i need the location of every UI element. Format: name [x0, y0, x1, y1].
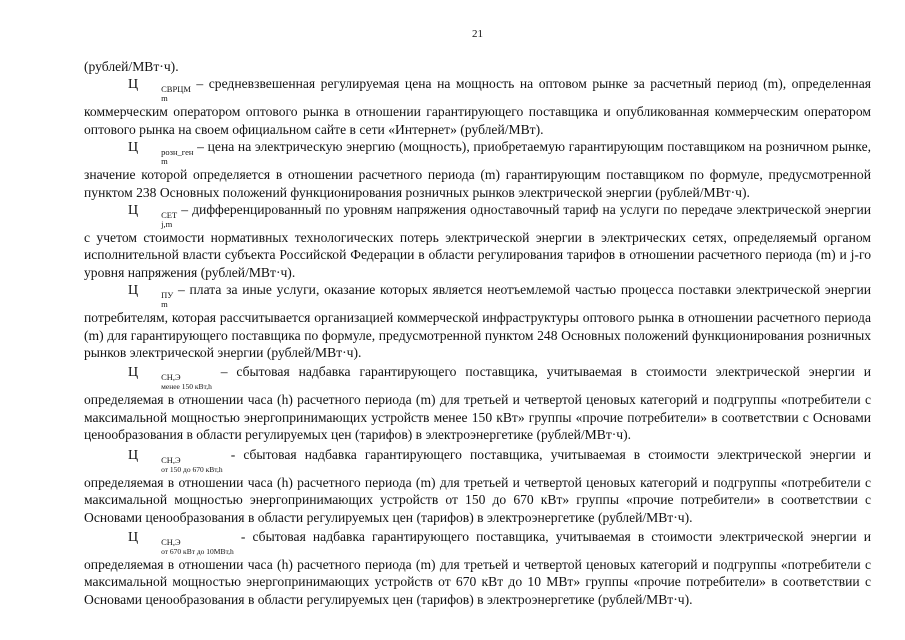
- formula-symbol: Ц СВРЦМ m: [128, 77, 191, 104]
- definition-paragraph: [84, 138, 871, 201]
- page-number: 21: [472, 28, 483, 40]
- formula-symbol: Ц СН,Э от 150 до 670 кВт,h: [128, 447, 223, 474]
- definition-text: - сбытовая надбавка гарантирующего поставщика, учитываемая в стоимости электрической энергии и определяемая в отношении часа (h) расчетного периода (m) для третьей и четвертой ценовых категорий и подгруппы «потребители с максимальной мощностью энергопринимающих устройств от 150 до 670 кВт» группы «прочие потребители» в соответствии с Основами ценообразования в области регулируемых цен (тарифов) в электроэнергетике (рублей/МВт·ч).: [84, 446, 871, 525]
- definition-text: - сбытовая надбавка гарантирующего поставщика, учитываемая в стоимости электрической энергии и определяемая в отношении часа (h) расчетного периода (m) для третьей и четвертой ценовых категорий и подгруппы «потребители с максимальной мощностью энергопринимающих устройств от 670 кВт до 10 МВт» группы «прочие потребители» в соответствии с Основами ценообразования в области регулируемых цен (тарифов) в электроэнергетике (рублей/МВт·ч).: [84, 528, 871, 607]
- definition-paragraph: [84, 446, 871, 526]
- definition-text: – плата за иные услуги, оказание которых является неотъемлемой частью процесса поставки электрической энергии потребителям, которая рассчитывается организацией коммерческой инфраструктуры оптового рынка в отношении расчетного периода (m) для гарантирующего поставщика по формуле, предусмотренной пунктом 248 Основных положений функционирования розничных рынков электрической энергии (рублей/МВт·ч).: [84, 282, 871, 361]
- definition-text: – сбытовая надбавка гарантирующего поставщика, учитываемая в стоимости электрической энергии и определяемая в отношении часа (h) расчетного периода (m) для третьей и четвертой ценовых категорий и подгруппы «потребители с максимальной мощностью энергопринимающих устройств менее 150 кВт» группы «прочие потребители» в соответствии с Основами ценообразования в области регулируемых цен (тарифов) в электроэнергетике (рублей/МВт·ч).: [84, 364, 871, 443]
- intro-line: (рублей/МВт·ч).: [84, 59, 179, 74]
- definition-text: – средневзвешенная регулируемая цена на мощность на оптовом рынке за расчетный период (m), определенная коммерческим оператором оптового рынка в отношении гарантирующего поставщика и опубликованная коммерческим оператором оптового рынка на своем официальном сайте в сети «Интернет» (рублей/МВт).: [84, 76, 871, 137]
- definition-paragraph: [84, 281, 871, 361]
- formula-symbol: Ц ПУ m: [128, 283, 174, 310]
- definition-paragraph: [84, 75, 871, 138]
- formula-symbol: Ц СЕТ j,m: [128, 203, 178, 230]
- formula-symbol: Ц розн_ген m: [128, 140, 194, 167]
- definition-paragraph: [84, 528, 871, 608]
- document-body: [84, 58, 871, 608]
- formula-symbol: Ц СН,Э менее 150 кВт,h: [128, 365, 212, 392]
- formula-symbol: Ц СН,Э от 670 кВт до 10МВт,h: [128, 529, 234, 556]
- definition-paragraph: [84, 363, 871, 443]
- definition-text: – цена на электрическую энергию (мощность), приобретаемую гарантирующим поставщиком на розничном рынке, значение которой определяется в отношении расчетного периода (m) гарантирующим поставщиком по формуле, предусмотренной пунктом 238 Основных положений функционирования розничных рынков электрической энергии (рублей/МВт·ч).: [84, 139, 872, 200]
- definition-text: – дифференцированный по уровням напряжения одноставочный тариф на услуги по передаче электрической энергии с учетом стоимости нормативных технологических потерь электрической энергии в электрических сетях, определяемый органом исполнительной власти субъекта Российской Федерации в области регулирования тарифов в отношении расчетного периода (m) и j-го уровня напряжения (рублей/МВт·ч).: [84, 202, 871, 280]
- definition-paragraph: [84, 201, 871, 281]
